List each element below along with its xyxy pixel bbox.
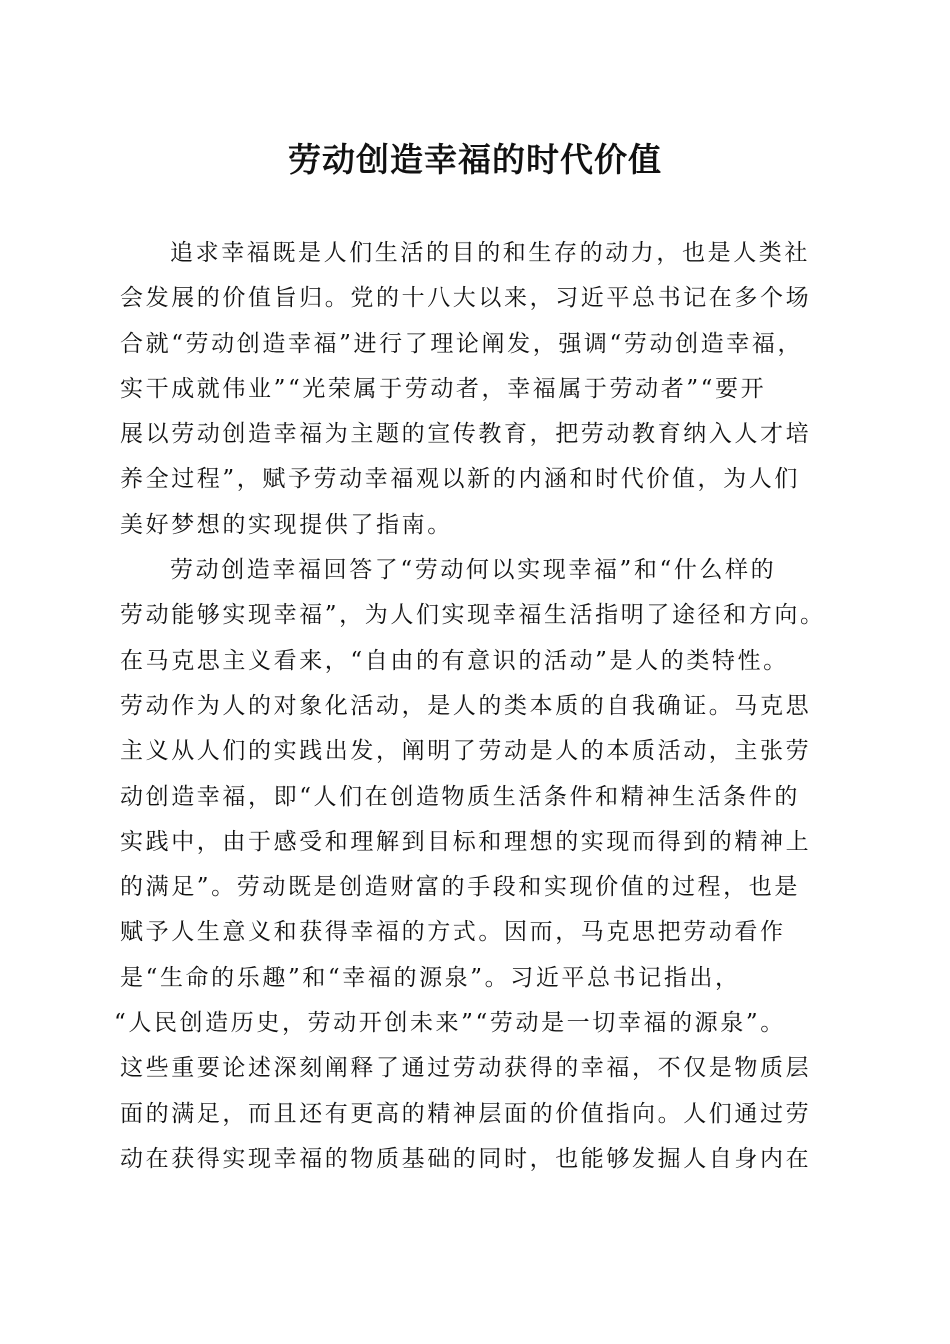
text-line: 在马克思主义看来，“自由的有意识的活动”是人的类特性。: [120, 647, 789, 674]
text-line: 养全过程”，赋予劳动幸福观以新的内涵和时代价值，为人们: [120, 466, 800, 493]
text-line: 动创造幸福，即“人们在创造物质生活条件和精神生活条件的: [120, 783, 800, 810]
text-line: 面的满足，而且还有更高的精神层面的价值指向。人们通过劳: [120, 1100, 812, 1127]
text-line: 动在获得实现幸福的物质基础的同时，也能够发掘人自身内在: [120, 1145, 812, 1172]
text-line: 追求幸福既是人们生活的目的和生存的动力，也是人类社: [170, 240, 810, 266]
text-line: 劳动作为人的对象化活动，是人的类本质的自我确证。马克思: [120, 692, 812, 719]
text-line: “人民创造历史，劳动开创未来”“劳动是一切幸福的源泉”。: [114, 1010, 786, 1037]
text-line: 合就“劳动创造幸福”进行了理论阐发，强调“劳动创造幸福，: [120, 330, 804, 357]
text-line: 这些重要论述深刻阐释了通过劳动获得的幸福，不仅是物质层: [120, 1055, 812, 1082]
text-line: 是“生命的乐趣”和“幸福的源泉”。习近平总书记指出，: [120, 964, 741, 991]
text-line: 展以劳动创造幸福为主题的宣传教育，把劳动教育纳入人才培: [120, 421, 812, 448]
text-line: 的满足”。劳动既是创造财富的手段和实现价值的过程，也是: [120, 874, 800, 901]
text-line: 劳动能够实现幸福”，为人们实现幸福生活指明了途径和方向。: [120, 602, 826, 629]
document-title: 劳动创造幸福的时代价值: [288, 140, 662, 179]
text-line: 赋予人生意义和获得幸福的方式。因而，马克思把劳动看作: [120, 919, 786, 946]
text-line: 实践中，由于感受和理解到目标和理想的实现而得到的精神上: [120, 828, 812, 855]
text-line: 实干成就伟业”“光荣属于劳动者，幸福属于劳动者”“要开: [120, 375, 767, 402]
text-line: 美好梦想的实现提供了指南。: [120, 511, 453, 538]
document-body: [114, 231, 840, 1182]
text-line: 会发展的价值旨归。党的十八大以来，习近平总书记在多个场: [120, 285, 812, 312]
text-line: 劳动创造幸福回答了“劳动何以实现幸福”和“什么样的: [170, 557, 777, 584]
text-line: 主义从人们的实践出发，阐明了劳动是人的本质活动，主张劳: [120, 738, 812, 765]
